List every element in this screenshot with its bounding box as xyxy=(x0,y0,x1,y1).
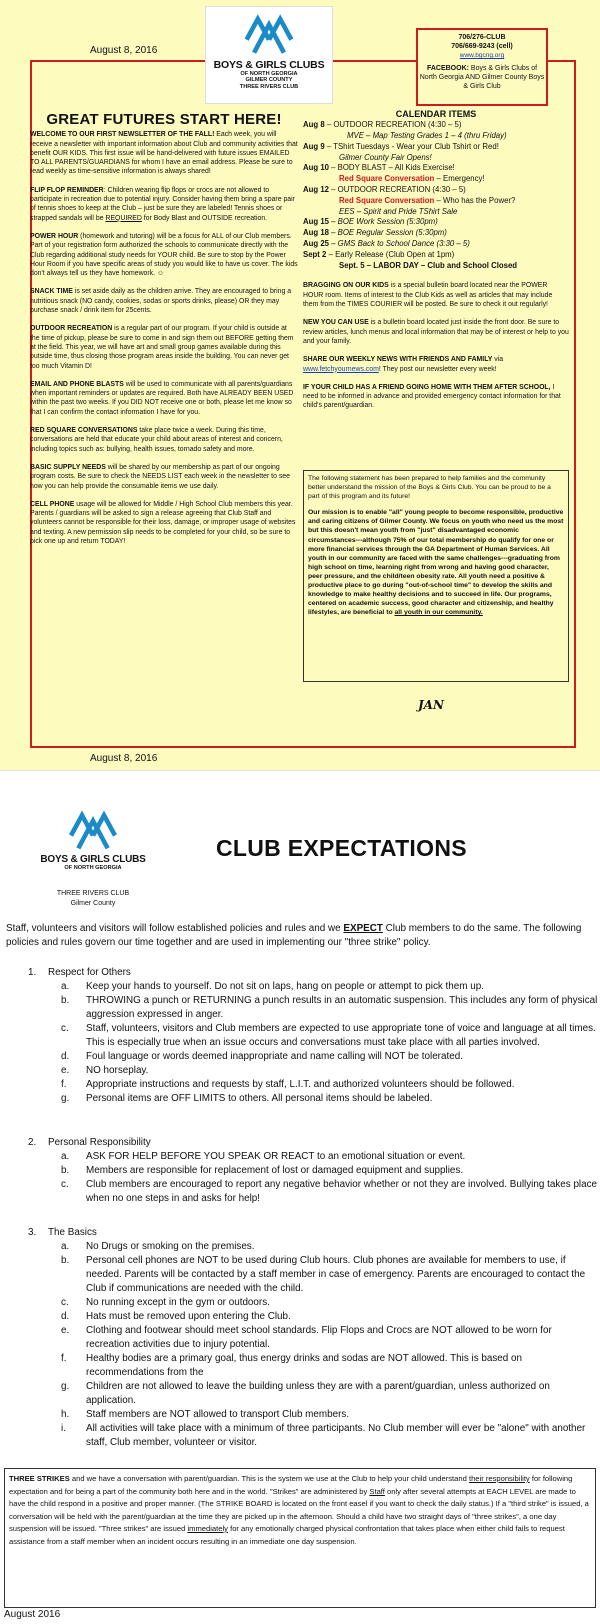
contact-facebook xyxy=(418,64,546,91)
calendar-item-sub: Red Square Conversation – Who has the Power? xyxy=(339,195,516,205)
expectation-item: c. Club members are encouraged to report any negative behavior whether or not they are involved. Bullying takes place when no one steps in and asks for help! xyxy=(61,1179,598,1204)
logo-title: BOYS & GIRLS CLUBS xyxy=(213,59,325,71)
logo-line-2: GILMER COUNTY xyxy=(245,77,293,84)
calendar-item: Aug 12 – OUTDOOR RECREATION (4:30 – 5) xyxy=(303,185,466,195)
club-name: THREE RIVERS CLUB Gilmer County xyxy=(56,890,130,908)
logo-2-line-1: OF NORTH GEORGIA xyxy=(64,865,122,871)
headline: GREAT FUTURES START HERE! xyxy=(46,111,282,128)
calendar-title: CALENDAR ITEMS xyxy=(395,109,477,119)
expectation-item: a. Keep your hands to yourself. Do not sit on laps, hang on people or attempt to pick them up. xyxy=(61,981,484,992)
logo-2-title: BOYS & GIRLS CLUBS xyxy=(40,854,146,865)
section-heading: 1. Respect for Others xyxy=(28,967,131,978)
mission-statement-box xyxy=(303,470,569,682)
facebook-text: Boys & Girls Clubs of North Georgia AND Gilmer County Boys & Girls Club xyxy=(419,65,545,90)
snack-time-paragraph: SNACK TIME is set aside daily as the children arrive. They are encouraged to bring a nutritious snack (NO candy, cookies, sodas or sports drinks, please) OR they may purchase snack / drink item for 25cents. xyxy=(30,288,292,315)
outdoor-rec-paragraph: OUTDOOR RECREATION is a regular part of our program. If your child is outside at the time of pickup, please be sure to come in and sign them out BEFORE getting them at the field. This year, we will have art and small group games available during this outside time, thus closing those program areas inside the building. You can never get too much Vitamin D! xyxy=(30,325,294,370)
bgc-logo-icon xyxy=(241,11,297,57)
calendar-item: Sept 2 – Early Release (Club Open at 1pm) xyxy=(303,249,455,259)
email-blasts-paragraph: EMAIL AND PHONE BLASTS will be used to communicate with all parents/guardians when important reminders or updates are required. Both have ALREADY BEEN USED within the past two weeks. If you DID NOT receive one or both, please let me know so that I can confirm the contact information I have for you. xyxy=(30,380,294,416)
power-hour-paragraph: POWER HOUR (homework and tutoring) will be a focus for ALL of our Club members. Part of your registration form authorized the schools to communicate directly with the Club regarding additional study needs for YOUR child. Be sure to stop by the Power Hour Room if you have specific areas of study you would like to have us cover. The kids don't always tell us they have homework. ☺ xyxy=(30,232,298,278)
mission-body: Our mission is to enable "all" young people to become responsible, productive and caring citizens of Gilmer County. We focus on youth who need us the most but this doesn't mean youth from "just" disadvantaged economic circumstances---although 75% of our total membership do qualify for one or more financial services through the GA Department of Human Services. All youth in our community are faced with the same challenges---graduating from high school on time, learning right from wrong and having good character, peer pressure, and the child/teen obesity rate. All youth need a positive & productive place to go during "out-of-school time" to develop the skills and knowledge to make healthy decisions and to succeed in life. Our programs, centered on academic success, good character and citizenship, and healthy lifestyles, are beneficial to all youth in our community. xyxy=(308,509,564,617)
three-strikes-box: THREE STRIKES and we have a conversation with parent/guardian. This is the system we use at the Club to help your child understand their responsibility for following expectation and for being a part of the community both here and in the world. "Strikes" are administered by Staff only after several attempts at EACH LEVEL are made to have the child respond in a positive and proper manner. (The STRIKE BOARD is located on the front easel if you want to check the daily status.) If a "third strike" is issued, a conversation will be held with the parent/guardian at the time they are picked up in the afternoon. Should a child have two straight days of "three strikes", a one day suspension will be issued. "Three strikes" are issued immediately for any emotionally charged physical confrontation that takes place when either child fails to request assistance from a staff member when an incident occurs resulting in an immediate one day suspension. xyxy=(4,1468,596,1608)
expectation-item: i. All activities will take place with a minimum of three participants. No Club member will ever be "alone" with another staff, Club member, volunteer or visitor. xyxy=(61,1423,586,1448)
section-heading: 2. Personal Responsibility xyxy=(28,1137,151,1148)
facebook-label: FACEBOOK: xyxy=(426,65,469,72)
calendar-item-sub: EES – Spirit and Pride TShirt Sale xyxy=(339,206,458,216)
calendar-item: Aug 9 – TShirt Tuesdays - Wear your Club Tshirt or Red! xyxy=(303,141,499,151)
expectation-item: c. Staff, volunteers, visitors and Club members are expected to use appropriate tone of voice and language at all times. This is especially true when an issue occurs and conversations must take place with all parties involved. xyxy=(61,1023,596,1048)
expectation-item: e. Clothing and footwear should meet school standards. Flip Flops and Crocs are NOT allowed to be worn for recreation activities due to injury potential. xyxy=(61,1325,552,1350)
page-divider xyxy=(0,770,600,771)
welcome-paragraph: WELCOME TO OUR FIRST NEWSLETTER OF THE FALL! Each week, you will receive a newsletter with important information about Club and community activities that benefit OUR KIDS. This first issue will be hand-delivered with future issues EMAILED TO ALL PARENTS/GUARDIANS for whom I have an email address. Please be sure to read weekly as time-sensitive information is always shared! xyxy=(30,131,298,176)
expectation-item: c. No running except in the gym or outdoors. xyxy=(61,1297,270,1308)
mission-intro: The following statement has been prepared to help families and the community better understand the mission of the Boys & Girls Club. You can be proud to be a part of this program and its future! xyxy=(308,475,551,501)
expectation-item: f. Healthy bodies are a primary goal, thus energy drinks and sodas are NOT allowed. This is based on recommendations from the xyxy=(61,1353,523,1378)
newsletter-date: August 8, 2016 xyxy=(90,45,158,56)
red-square-paragraph: RED SQUARE CONVERSATIONS take place twice a week. During this time, conversations are held that educate your child about areas of interest and concern, including topics such as: bullying, health issues, tornado safety and more. xyxy=(30,427,283,453)
bragging-paragraph: BRAGGING ON OUR KIDS is a special bulletin board located near the POWER HOUR room. Items of interest to the Club Kids as well as articles that may include them from the TIMES COURIER will be posted. Be sure to check it out regularly! xyxy=(303,282,553,309)
expectation-item: g. Personal items are OFF LIMITS to others. All personal items should be labeled. xyxy=(61,1093,433,1104)
share-news-paragraph: SHARE OUR WEEKLY NEWS WITH FRIENDS AND FAMILY via www.fetchyournews.com! They post our newsletter every week! xyxy=(303,356,504,373)
expectation-section xyxy=(28,966,598,1106)
calendar-item-sub: Sept. 5 – LABOR DAY – Club and School Closed xyxy=(339,260,518,270)
page-2-date: August 8, 2016 xyxy=(90,753,158,764)
contact-phone-2: 706/669-9243 (cell) xyxy=(451,43,513,50)
calendar-item: Aug 8 – OUTDOOR RECREATION (4:30 – 5) xyxy=(303,120,462,130)
page-title: CLUB EXPECTATIONS xyxy=(216,835,467,861)
new-you-can-use-paragraph: NEW YOU CAN USE is a bulletin board located just inside the front door. Be sure to review articles, lunch menus and local information that may be of interest or help to you and your family. xyxy=(303,319,569,345)
calendar-item: Aug 18 – BOE Regular Session (5:30pm) xyxy=(303,228,447,238)
expectation-item: h. Staff members are NOT allowed to transport Club members. xyxy=(61,1409,350,1420)
calendar-item: Aug 25 – GMS Back to School Dance (3:30 – 5) xyxy=(303,239,470,249)
expectation-item: b. Members are responsible for replacement of lost or damaged equipment and supplies. xyxy=(61,1165,464,1176)
calendar-list xyxy=(303,120,569,271)
calendar-item-sub: Gilmer County Fair Opens! xyxy=(339,152,432,162)
contact-phone-1: 706/276-CLUB xyxy=(458,34,506,41)
contact-box xyxy=(416,28,548,106)
logo-line-3: THREE RIVERS CLUB xyxy=(239,83,299,90)
expectation-item: a. ASK FOR HELP BEFORE YOU SPEAK OR REACT to an emotional situation or event. xyxy=(61,1151,466,1162)
expectation-item: b. Personal cell phones are NOT to be used during Club hours. Club phones are available for members to use, if needed. Parents will be contacted by a staff member in case of emergency. Parents are encouraged to contact the Club if communications are needed with the child. xyxy=(61,1255,586,1294)
expectations-intro: Staff, volunteers and visitors will follow established policies and rules and we EXPECT Club members to do the same. The following policies and rules govern our time together and are used in implementing our "three strike" policy. xyxy=(6,923,582,948)
fetchyournews-link[interactable]: www.fetchyournews.com xyxy=(303,365,379,373)
expectation-item: g. Children are not allowed to leave the building unless they are with a parent/guardian, unless authorized on application. xyxy=(61,1381,550,1406)
expectation-item: a. No Drugs or smoking on the premises. xyxy=(61,1241,255,1252)
flip-flop-paragraph: FLIP FLOP REMINDER: Children wearing flip flops or crocs are not allowed to participate in recreation due to potential injury. Consider having them bring a spare pair of tennis shoes to keep at the Club – just be sure they are labeled! Tennis shoes or strapped sandals will be REQUIRED for Body Blast and OUTSIDE recreation. xyxy=(30,186,295,222)
calendar-item: Aug 10 – BODY BLAST – All Kids Exercise! xyxy=(303,163,455,173)
calendar-item: Aug 15 – BOE Work Session (5:30pm) xyxy=(303,217,438,227)
calendar-item-sub: MVE – Map Testing Grades 1 – 4 (thru Friday) xyxy=(347,131,507,141)
right-column xyxy=(303,110,569,420)
cell-phone-paragraph: CELL PHONE usage will be allowed for Middle / High School Club members this year. Parents / guardians will be asked to sign a release agreeing that Club Staff and volunteers cannot be responsible for their loss, damage, or improper usage of websites and texting. A new permission slip needs to be completed for your child, so be sure to pick one up and return TODAY! xyxy=(30,500,296,545)
contact-website-link[interactable]: www.bgcng.org xyxy=(459,52,505,59)
friend-home-paragraph: IF YOUR CHILD HAS A FRIEND GOING HOME WITH THEM AFTER SCHOOL, I need to be informed in advance and provided emergency contact information for that child's parent/guardian. xyxy=(303,383,561,410)
section-heading: 3. The Basics xyxy=(28,1227,97,1238)
newsletter-page xyxy=(0,0,600,770)
club-logo xyxy=(205,6,333,104)
expectation-item: b. THROWING a punch or RETURNING a punch results in an automatic suspension. This includes any form of physical aggression expressed in anger. xyxy=(61,995,598,1020)
expectation-section xyxy=(28,1226,598,1450)
logo-line-1: OF NORTH GEORGIA xyxy=(240,71,298,77)
supply-needs-paragraph: BASIC SUPPLY NEEDS will be shared by our membership as part of our ongoing program costs. Be sure to check the NEEDS LIST each week in the newsletter to see how you can help provide the consumable items we use daily. xyxy=(30,463,290,490)
calendar-item-sub: Red Square Conversation – Emergency! xyxy=(339,174,485,184)
expectation-item: e. NO horseplay. xyxy=(61,1065,149,1076)
club-logo-2 xyxy=(28,808,158,909)
expectation-section xyxy=(28,1136,598,1206)
left-column xyxy=(30,110,298,555)
expectation-item: d. Hats must be removed upon entering the Club. xyxy=(61,1311,291,1322)
expectation-item: f. Appropriate instructions and requests by staff, L.I.T. and authorized volunteers should be followed. xyxy=(61,1079,515,1090)
bgc-logo-icon-2 xyxy=(63,808,123,852)
footer-date: August 2016 xyxy=(4,1609,61,1620)
expectation-item: d. Foul language or words deemed inappropriate and name calling will NOT be tolerated. xyxy=(61,1051,463,1062)
signature: JAN xyxy=(418,698,444,712)
